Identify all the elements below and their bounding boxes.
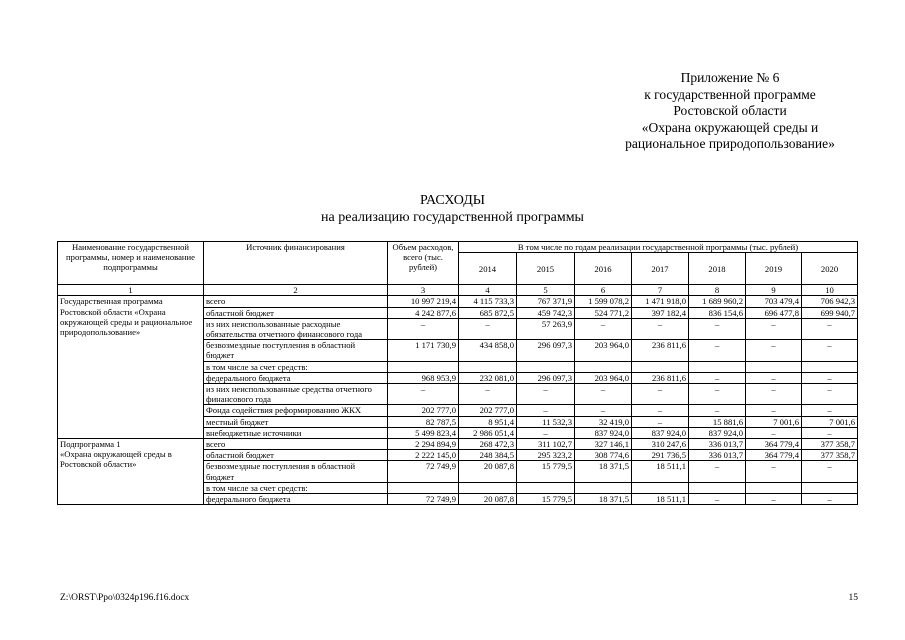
year-value-cell: 706 942,3 [802, 296, 858, 307]
year-value-cell: – [689, 340, 746, 361]
column-number: 9 [746, 285, 802, 296]
header-source: Источник финансирования [204, 242, 388, 285]
year-value-cell [689, 361, 746, 372]
column-number: 10 [802, 285, 858, 296]
year-value-cell: 1 599 078,2 [575, 296, 632, 307]
year-value-cell: 364 779,4 [746, 450, 802, 461]
column-number: 3 [388, 285, 459, 296]
appendix-line-3: Ростовской области [673, 103, 787, 118]
year-value-cell: 11 532,3 [517, 416, 575, 427]
year-value-cell [802, 361, 858, 372]
table-row [58, 439, 858, 450]
year-value-cell: 15 881,6 [689, 416, 746, 427]
year-value-cell: 2 986 051,4 [459, 427, 517, 438]
year-value-cell: 4 115 733,3 [459, 296, 517, 307]
year-value-cell: 434 858,0 [459, 340, 517, 361]
year-value-cell: 397 182,4 [632, 307, 689, 318]
funding-source-cell: федерального бюджета [204, 372, 388, 383]
year-value-cell: 308 774,6 [575, 450, 632, 461]
year-value-cell: 310 247,6 [632, 439, 689, 450]
year-value-cell: 837 924,0 [632, 427, 689, 438]
year-value-cell: – [459, 318, 517, 339]
year-value-cell: 296 097,3 [517, 372, 575, 383]
year-value-cell: 236 811,6 [632, 372, 689, 383]
funding-source-cell: в том числе за счет средств: [204, 482, 388, 493]
header-year: 2014 [459, 253, 517, 285]
header-year: 2016 [575, 253, 632, 285]
year-value-cell: 7 001,6 [802, 416, 858, 427]
program-name-cell [58, 439, 204, 505]
total-value-cell: 5 499 823,4 [388, 427, 459, 438]
year-value-cell: 295 323,2 [517, 450, 575, 461]
total-value-cell: 2 222 145,0 [388, 450, 459, 461]
title-line-1: РАСХОДЫ [420, 193, 485, 208]
funding-source-cell: всего [204, 439, 388, 450]
year-value-cell: – [802, 372, 858, 383]
appendix-line-1: Приложение № 6 [680, 70, 780, 85]
year-value-cell: – [802, 427, 858, 438]
document-title [0, 192, 905, 226]
year-value-cell: 203 964,0 [575, 372, 632, 383]
year-value-cell: 268 472,3 [459, 439, 517, 450]
year-value-cell [575, 361, 632, 372]
year-value-cell: – [575, 318, 632, 339]
header-row-1 [58, 242, 858, 253]
year-value-cell [689, 482, 746, 493]
column-number: 6 [575, 285, 632, 296]
year-value-cell: 236 811,6 [632, 340, 689, 361]
year-value-cell [632, 361, 689, 372]
total-value-cell: 4 242 877,6 [388, 307, 459, 318]
total-value-cell: – [388, 384, 459, 405]
total-value-cell: 968 953,9 [388, 372, 459, 383]
year-value-cell: – [746, 405, 802, 416]
funding-source-cell: внебюджетные источники [204, 427, 388, 438]
year-value-cell: – [689, 384, 746, 405]
year-value-cell: 327 146,1 [575, 439, 632, 450]
year-value-cell: – [802, 340, 858, 361]
year-value-cell: 202 777,0 [459, 405, 517, 416]
column-number: 7 [632, 285, 689, 296]
footer-page-number: 15 [848, 593, 858, 603]
year-value-cell: 203 964,0 [575, 340, 632, 361]
year-value-cell [459, 482, 517, 493]
year-value-cell: 20 087,8 [459, 461, 517, 482]
year-value-cell: 8 951,4 [459, 416, 517, 427]
year-value-cell: – [689, 318, 746, 339]
funding-source-cell: из них неиспользованные расходные обязательства отчетного финансового года [204, 318, 388, 339]
column-number: 4 [459, 285, 517, 296]
total-value-cell: 72 749,9 [388, 461, 459, 482]
year-value-cell [746, 361, 802, 372]
year-value-cell: 767 371,9 [517, 296, 575, 307]
title-line-2: на реализацию государственной программы [321, 210, 584, 225]
year-value-cell: 336 013,7 [689, 439, 746, 450]
total-value-cell: 82 787,5 [388, 416, 459, 427]
year-value-cell: – [517, 427, 575, 438]
year-value-cell: 311 102,7 [517, 439, 575, 450]
total-value-cell: 10 997 219,4 [388, 296, 459, 307]
year-value-cell: 248 384,5 [459, 450, 517, 461]
year-value-cell: 699 940,7 [802, 307, 858, 318]
year-value-cell: 524 771,2 [575, 307, 632, 318]
year-value-cell: 1 689 960,2 [689, 296, 746, 307]
year-value-cell: 837 924,0 [689, 427, 746, 438]
year-value-cell: 20 087,8 [459, 494, 517, 505]
year-value-cell: 377 358,7 [802, 439, 858, 450]
year-value-cell: – [632, 416, 689, 427]
year-value-cell: 837 924,0 [575, 427, 632, 438]
year-value-cell: – [802, 405, 858, 416]
subprogram-number: Подпрограмма 1 [60, 439, 121, 450]
year-value-cell: – [802, 384, 858, 405]
year-value-cell: – [517, 384, 575, 405]
column-number: 1 [58, 285, 204, 296]
header-year: 2019 [746, 253, 802, 285]
funding-source-cell: областной бюджет [204, 450, 388, 461]
year-value-cell: 459 742,3 [517, 307, 575, 318]
year-value-cell: – [689, 461, 746, 482]
table-row [58, 296, 858, 307]
column-number: 8 [689, 285, 746, 296]
funding-source-cell: областной бюджет [204, 307, 388, 318]
year-value-cell: 1 471 918,0 [632, 296, 689, 307]
year-value-cell [802, 482, 858, 493]
year-value-cell: – [746, 318, 802, 339]
funding-source-cell: из них неиспользованные средства отчетного финансового года [204, 384, 388, 405]
year-value-cell: – [632, 318, 689, 339]
year-value-cell: 836 154,6 [689, 307, 746, 318]
total-value-cell: – [388, 318, 459, 339]
year-value-cell [632, 482, 689, 493]
total-value-cell: 1 171 730,9 [388, 340, 459, 361]
year-value-cell: 685 872,5 [459, 307, 517, 318]
total-value-cell: 202 777,0 [388, 405, 459, 416]
column-number: 5 [517, 285, 575, 296]
year-value-cell: – [802, 494, 858, 505]
header-name: Наименование государственной программы, номер и наименование подпрограммы [58, 242, 204, 285]
year-value-cell: 18 371,5 [575, 494, 632, 505]
year-value-cell: 18 511,1 [632, 494, 689, 505]
year-value-cell: 57 263,9 [517, 318, 575, 339]
year-value-cell: 291 736,5 [632, 450, 689, 461]
year-value-cell [575, 482, 632, 493]
year-value-cell: – [689, 372, 746, 383]
year-value-cell: – [575, 384, 632, 405]
year-value-cell: – [746, 340, 802, 361]
appendix-line-4: «Охрана окружающей среды и [641, 119, 819, 135]
program-section [58, 296, 858, 439]
column-numbers-row [58, 285, 858, 296]
funding-source-cell: безвозмездные поступления в областной бюджет [204, 461, 388, 482]
expenses-table [57, 241, 858, 505]
year-value-cell: – [459, 384, 517, 405]
year-value-cell: – [746, 461, 802, 482]
funding-source-cell: всего [204, 296, 388, 307]
header-by-years: В том числе по годам реализации государственной программы (тыс. рублей) [459, 242, 858, 253]
year-value-cell: – [746, 372, 802, 383]
year-value-cell [459, 361, 517, 372]
year-value-cell: 232 081,0 [459, 372, 517, 383]
header-volume: Объем расходов, всего (тыс. рублей) [388, 242, 459, 285]
total-value-cell: 2 294 894,9 [388, 439, 459, 450]
year-value-cell: 32 419,0 [575, 416, 632, 427]
header-year: 2020 [802, 253, 858, 285]
total-value-cell [388, 482, 459, 493]
footer-file-path: Z:\ORST\Ppo\0324p196.f16.docx [60, 593, 190, 603]
year-value-cell [517, 482, 575, 493]
year-value-cell: 15 779,5 [517, 494, 575, 505]
year-value-cell: – [689, 405, 746, 416]
year-value-cell: – [802, 461, 858, 482]
year-value-cell: 377 358,7 [802, 450, 858, 461]
year-value-cell: 703 479,4 [746, 296, 802, 307]
year-value-cell: – [517, 405, 575, 416]
total-value-cell [388, 361, 459, 372]
year-value-cell: – [689, 494, 746, 505]
appendix-caption [600, 70, 860, 153]
year-value-cell: – [575, 405, 632, 416]
year-value-cell: – [746, 494, 802, 505]
subprogram-1-section [58, 439, 858, 505]
year-value-cell: 296 097,3 [517, 340, 575, 361]
column-number: 2 [204, 285, 388, 296]
funding-source-cell: в том числе за счет средств: [204, 361, 388, 372]
total-value-cell: 72 749,9 [388, 494, 459, 505]
funding-source-cell: безвозмездные поступления в областной бюджет [204, 340, 388, 361]
year-value-cell: 15 779,5 [517, 461, 575, 482]
year-value-cell: – [632, 384, 689, 405]
funding-source-cell: Фонда содействия реформированию ЖКХ [204, 405, 388, 416]
header-year: 2018 [689, 253, 746, 285]
year-value-cell: 18 371,5 [575, 461, 632, 482]
year-value-cell: 18 511,1 [632, 461, 689, 482]
appendix-line-5: рациональное природопользование» [625, 136, 835, 151]
year-value-cell [517, 361, 575, 372]
header-year: 2017 [632, 253, 689, 285]
year-value-cell [746, 482, 802, 493]
year-value-cell: 7 001,6 [746, 416, 802, 427]
year-value-cell: 364 779,4 [746, 439, 802, 450]
year-value-cell: 336 013,7 [689, 450, 746, 461]
appendix-line-2: к государственной программе [644, 86, 816, 102]
funding-source-cell: местный бюджет [204, 416, 388, 427]
year-value-cell: – [746, 427, 802, 438]
year-value-cell: 696 477,8 [746, 307, 802, 318]
year-value-cell: – [802, 318, 858, 339]
year-value-cell: – [746, 384, 802, 405]
program-name-cell: Государственная программа Ростовской области «Охрана окружающей среды и рациональное природопользование» [58, 296, 204, 439]
funding-source-cell: федерального бюджета [204, 494, 388, 505]
header-year: 2015 [517, 253, 575, 285]
subprogram-title: «Охрана окружающей среды в Ростовской области» [60, 449, 172, 470]
year-value-cell: – [632, 405, 689, 416]
